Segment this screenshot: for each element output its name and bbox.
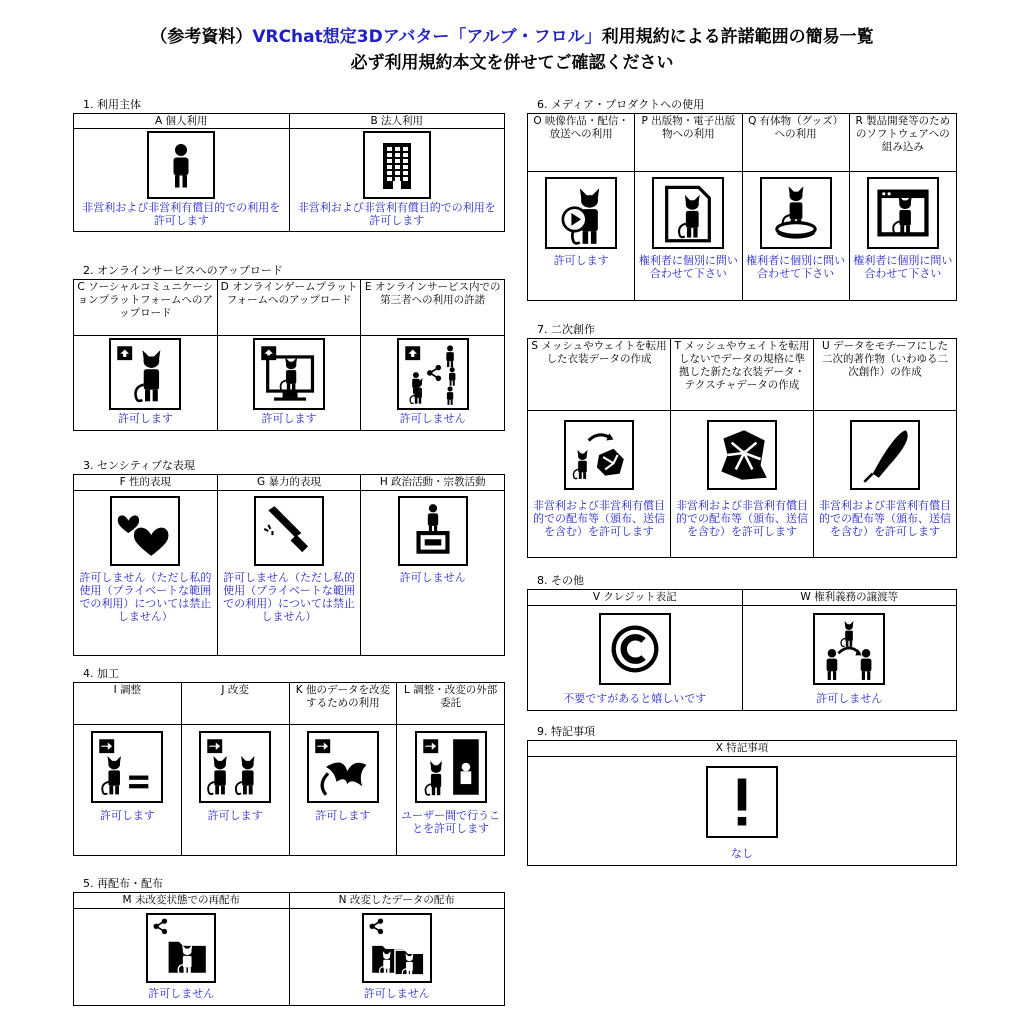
figure-icon [760, 177, 832, 249]
outsource-icon [415, 731, 487, 803]
item-icon-area [218, 336, 361, 412]
item-icon-area [74, 725, 181, 809]
item-icon-area [743, 172, 849, 254]
page-title-line1 [0, 22, 1024, 47]
section-s9 [527, 724, 957, 866]
item-status: 許可しません（ただし私的使用（プライベートな範囲での利用）については禁止しません） [223, 571, 355, 623]
item-status: 許可しません [148, 987, 215, 1000]
section-s6 [527, 97, 957, 301]
item-status: 許可します [261, 412, 317, 425]
item-status: 不要ですがあると嬉しいです [563, 692, 707, 705]
license-item [74, 683, 182, 855]
upload-avatar-icon [109, 338, 181, 410]
license-item [743, 114, 850, 300]
section-s8 [527, 573, 957, 711]
license-item [290, 683, 398, 855]
item-icon-area [74, 491, 217, 571]
license-item [850, 114, 956, 300]
license-item [74, 280, 218, 430]
item-icon-area [290, 129, 505, 201]
page-title-line2: 必ず利用規約本文を併せてご確認ください [350, 53, 674, 73]
item-icon-area [743, 606, 957, 692]
title-avatar-name: VRChat想定3Dアバター「アルブ・フロル」 [252, 27, 602, 47]
item-icon-area [361, 491, 504, 571]
item-heading: U データをモチーフにした二次的著作物（いわゆる二次創作）の作成 [814, 339, 956, 411]
item-heading: K 他のデータを改変するための利用 [290, 683, 397, 725]
license-item [397, 683, 504, 855]
item-status: 非営利および非営利有償目的での配布等（頒布、送信を含む）を許可します [819, 499, 951, 538]
item-icon-area [528, 411, 670, 499]
license-item [182, 683, 290, 855]
building-icon [363, 131, 431, 199]
hearts-icon [110, 496, 180, 566]
item-status: 許可します [99, 809, 155, 822]
item-status: 許可しません [399, 571, 466, 584]
transfer-rights-icon [813, 613, 885, 685]
section-s5 [73, 876, 505, 1006]
item-heading: Q 有体物（グッズ）への利用 [743, 114, 849, 172]
share-folders-icon [362, 913, 432, 983]
license-table [73, 474, 505, 656]
license-item [74, 114, 290, 231]
exclamation-icon [706, 766, 778, 838]
item-status: 非営利および非営利有償目的での利用を許可します [297, 201, 496, 227]
section-title: 3. センシティブな表現 [83, 459, 195, 472]
license-item [528, 590, 743, 710]
item-heading: S メッシュやウェイトを転用した衣装データの作成 [528, 339, 670, 411]
item-heading: F 性的表現 [74, 475, 217, 491]
license-table [73, 279, 505, 431]
item-icon-area [528, 757, 956, 847]
section-title: 9. 特記事項 [537, 725, 595, 738]
costume-icon [707, 420, 777, 490]
license-item [671, 339, 814, 557]
document-avatar-icon [652, 177, 724, 249]
item-icon-area [814, 411, 956, 499]
item-heading: C ソーシャルコミュニケーションプラットフォームへのアップロード [74, 280, 217, 336]
video-avatar-icon [545, 177, 617, 249]
item-icon-area [74, 909, 289, 987]
item-heading: B 法人利用 [290, 114, 505, 129]
section-title: 6. メディア・プロダクトへの使用 [537, 98, 705, 111]
section-title: 1. 利用主体 [83, 98, 141, 111]
item-status: 許可します [117, 412, 173, 425]
license-table [527, 740, 957, 866]
section-s7 [527, 322, 957, 558]
item-status: 非営利および非営利有償目的での配布等（頒布、送信を含む）を許可します [533, 499, 665, 538]
item-heading: G 暴力的表現 [218, 475, 361, 491]
item-heading: W 権利義務の譲渡等 [743, 590, 957, 606]
license-item [290, 114, 505, 231]
license-table [527, 338, 957, 558]
item-icon-area [74, 129, 289, 201]
item-icon-area [671, 411, 813, 499]
item-icon-area [361, 336, 504, 412]
item-heading: O 映像作品・配信・放送への利用 [528, 114, 634, 172]
item-icon-area [218, 491, 361, 571]
podium-icon [398, 496, 468, 566]
license-item [218, 475, 362, 655]
item-icon-area [528, 172, 634, 254]
item-status: 権利者に個別に問い合わせて下さい [853, 254, 953, 280]
item-heading: T メッシュやウェイトを転用しないでデータの規格に準拠した新たな衣装データ・テクスチャデータの作成 [671, 339, 813, 411]
license-item [218, 280, 362, 430]
item-icon-area [397, 725, 504, 809]
license-table [73, 682, 505, 856]
license-item [528, 114, 635, 300]
window-avatar-icon [867, 177, 939, 249]
item-status: ユーザー間で行うことを許可します [401, 809, 501, 835]
item-heading: X 特記事項 [528, 741, 956, 757]
item-heading: A 個人利用 [74, 114, 289, 129]
upload-share-icon [397, 338, 469, 410]
item-status: 許可しません [363, 987, 430, 1000]
item-icon-area [635, 172, 741, 254]
item-heading: V クレジット表記 [528, 590, 742, 606]
license-table [527, 113, 957, 301]
title-prefix: （参考資料） [150, 27, 253, 47]
license-item [74, 893, 290, 1005]
item-heading: L 調整・改変の外部委託 [397, 683, 504, 725]
item-icon-area [850, 172, 956, 254]
item-heading: J 改変 [182, 683, 289, 725]
item-status: 権利者に個別に問い合わせて下さい [746, 254, 846, 280]
section-title: 4. 加工 [83, 667, 119, 680]
item-heading: I 調整 [74, 683, 181, 725]
section-s3 [73, 458, 505, 656]
section-title: 2. オンラインサービスへのアップロード [83, 264, 283, 277]
license-item [814, 339, 956, 557]
item-status: 非営利および非営利有償目的での利用を許可します [82, 201, 281, 227]
license-item [74, 475, 218, 655]
item-heading: M 未改変状態での再配布 [74, 893, 289, 909]
item-status: 許可しません [816, 692, 883, 705]
item-heading: N 改変したデータの配布 [290, 893, 505, 909]
license-table [73, 892, 505, 1006]
copyright-icon [599, 613, 671, 685]
license-item [361, 475, 504, 655]
item-status: なし [731, 847, 753, 860]
item-status: 非営利および非営利有償目的での配布等（頒布、送信を含む）を許可します [676, 499, 808, 538]
license-item [743, 590, 957, 710]
section-s4 [73, 666, 505, 856]
section-title: 8. その他 [537, 574, 584, 587]
modify-icon [199, 731, 271, 803]
pen-nib-icon [850, 420, 920, 490]
license-item [635, 114, 742, 300]
item-status: 許可します [315, 809, 371, 822]
item-heading: R 製品開発等のためのソフトウェアへの組み込み [850, 114, 956, 172]
item-heading: H 政治活動・宗教活動 [361, 475, 504, 491]
item-status: 許可します [553, 254, 609, 267]
section-s2 [73, 263, 505, 431]
item-status: 権利者に個別に問い合わせて下さい [638, 254, 738, 280]
item-heading: D オンラインゲームプラットフォームへのアップロード [218, 280, 361, 336]
person-icon [147, 131, 215, 199]
license-item [290, 893, 505, 1005]
item-heading: P 出版物・電子出版物への利用 [635, 114, 741, 172]
license-item [528, 339, 671, 557]
section-title: 7. 二次創作 [537, 323, 595, 336]
license-item [528, 741, 956, 865]
item-icon-area [182, 725, 289, 809]
hair-icon [307, 731, 379, 803]
item-status: 許可しません [399, 412, 466, 425]
license-table [527, 589, 957, 711]
item-icon-area [290, 909, 505, 987]
section-title: 5. 再配布・配布 [83, 877, 163, 890]
costume-transfer-icon [564, 420, 634, 490]
license-table [73, 113, 505, 232]
item-icon-area [290, 725, 397, 809]
knife-icon [254, 496, 324, 566]
adjust-icon [91, 731, 163, 803]
upload-monitor-icon [253, 338, 325, 410]
title-suffix: 利用規約による許諾範囲の簡易一覧 [601, 27, 874, 47]
license-item [361, 280, 504, 430]
item-icon-area [528, 606, 742, 692]
item-status: 許可します [207, 809, 263, 822]
section-s1 [73, 97, 505, 232]
item-icon-area [74, 336, 217, 412]
share-folder-icon [146, 913, 216, 983]
item-status: 許可しません（ただし私的使用（プライベートな範囲での利用）については禁止しません） [79, 571, 212, 623]
item-heading: E オンラインサービス内での第三者への利用の許諾 [361, 280, 504, 336]
